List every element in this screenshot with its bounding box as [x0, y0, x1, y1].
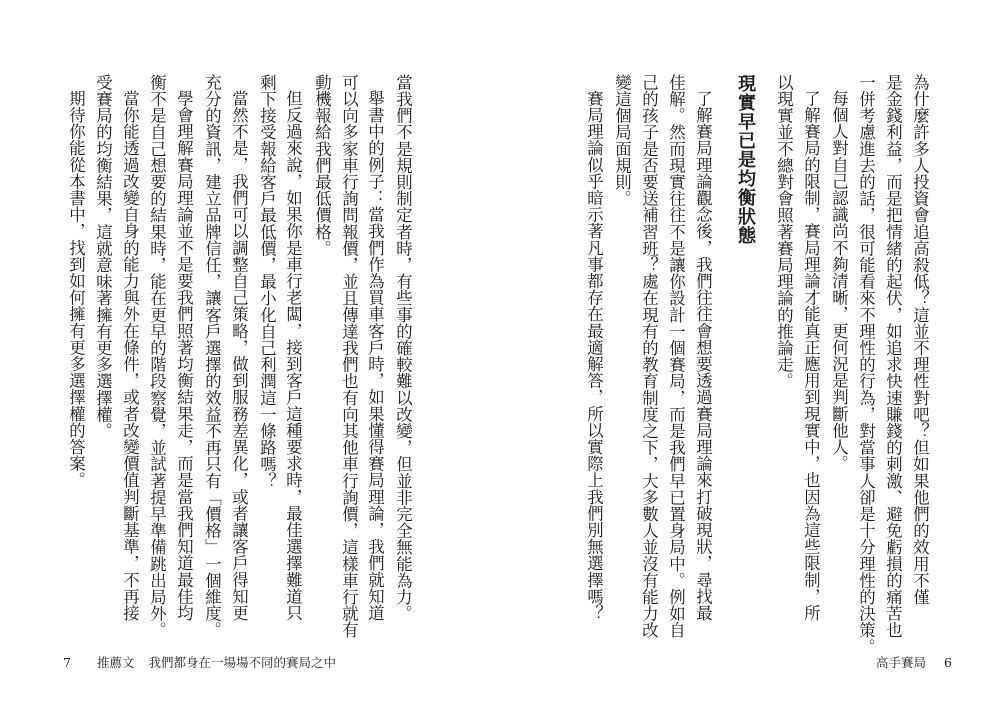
page-number: 6: [944, 655, 952, 670]
text-column: 以現實並不總對會照著賽局理論的推論走。: [774, 74, 794, 390]
text-column: 佳解。然而現實往往不是讓你設計一個賽局，而是我們早已置身局中。例如自: [666, 74, 686, 639]
text-column: 一併考慮進去的話，很可能看來不理性的行為，對當事人卻是十分理性的決策。: [856, 74, 876, 655]
text-column: 學會理解賽局理論並不是要我們照著均衡結果走，而是當我們知道最佳均: [174, 90, 194, 622]
text-column: 賽局理論似乎暗示著凡事都存在最適解答，所以實際上我們別無選擇嗎？: [584, 90, 604, 622]
text-column: 己的孩子是否要送補習班？處在現有的教育制度之下，大多數人並沒有能力改: [639, 74, 659, 639]
right-page: [500, 0, 1000, 709]
page-footer: [63, 653, 336, 671]
text-column: 剩下接受報給客戶最低價，最小化自己利潤這一條路嗎？: [257, 74, 277, 489]
text-column: 當我們不是規則制定者時，有些事的確較難以改變，但並非完全無能為力。: [393, 74, 413, 622]
text-column: 動機報給我們最低價格。: [312, 74, 332, 257]
text-column: 變這個局面規則。: [612, 74, 632, 207]
page-footer: [876, 653, 952, 671]
section-title: 我們都身在一場場不同的賽局之中: [148, 655, 336, 670]
text-column: 舉書中的例子：當我們作為買車客戶時，如果懂得賽局理論，我們就知道: [365, 90, 385, 622]
text-column: 當然不是，我們可以調整自己策略，做到服務差異化，或者讓客戶得知更: [229, 90, 249, 622]
text-column: 衡不是自己想要的結果時，能在更早的階段察覺，並試著提早準備跳出局外。: [147, 74, 167, 639]
text-column: 充分的資訊，建立品牌信任，讓客戶選擇的效益不再只有「價格」一個維度。: [202, 74, 222, 639]
section-label: 推薦文: [96, 655, 135, 670]
text-column: 當你能透過改變自身的能力與外在條件，或者改變價值判斷基準，不再接: [120, 90, 140, 622]
section-heading: 現實早已是均衡狀態: [735, 74, 756, 245]
text-column: 但反過來說，如果你是車行老闆，接到客戶這種要求時，最佳選擇難道只: [283, 90, 303, 622]
text-column: 了解賽局的限制，賽局理論才能真正應用到現實中，也因為這些限制，所: [801, 90, 821, 622]
text-column: 了解賽局理論觀念後，我們往往會想要透過賽局理論來打破現狀，尋找最: [693, 90, 713, 622]
page-number: 7: [63, 655, 71, 670]
text-column: 是金錢利益，而是把情緒的起伏，如追求快速賺錢的刺激、避免虧損的痛苦也: [883, 74, 903, 639]
book-title: 高手賽局: [876, 655, 927, 670]
text-column: 期待你能從本書中，找到如何擁有更多選擇權的答案。: [66, 90, 86, 489]
text-column: 可以向多家車行詢問報價，並且傳達我們也有向其他車行詢價，這樣車行就有: [339, 74, 359, 639]
text-column: 為什麼許多人投資會追高殺低？這並不理性對吧？但如果他們的效用不僅: [910, 74, 930, 606]
text-column: 每個人對自己認識尚不夠清晰，更何況是判斷他人。: [829, 90, 849, 472]
text-column: 受賽局的均衡結果，這就意味著擁有更多選擇權。: [93, 74, 113, 440]
